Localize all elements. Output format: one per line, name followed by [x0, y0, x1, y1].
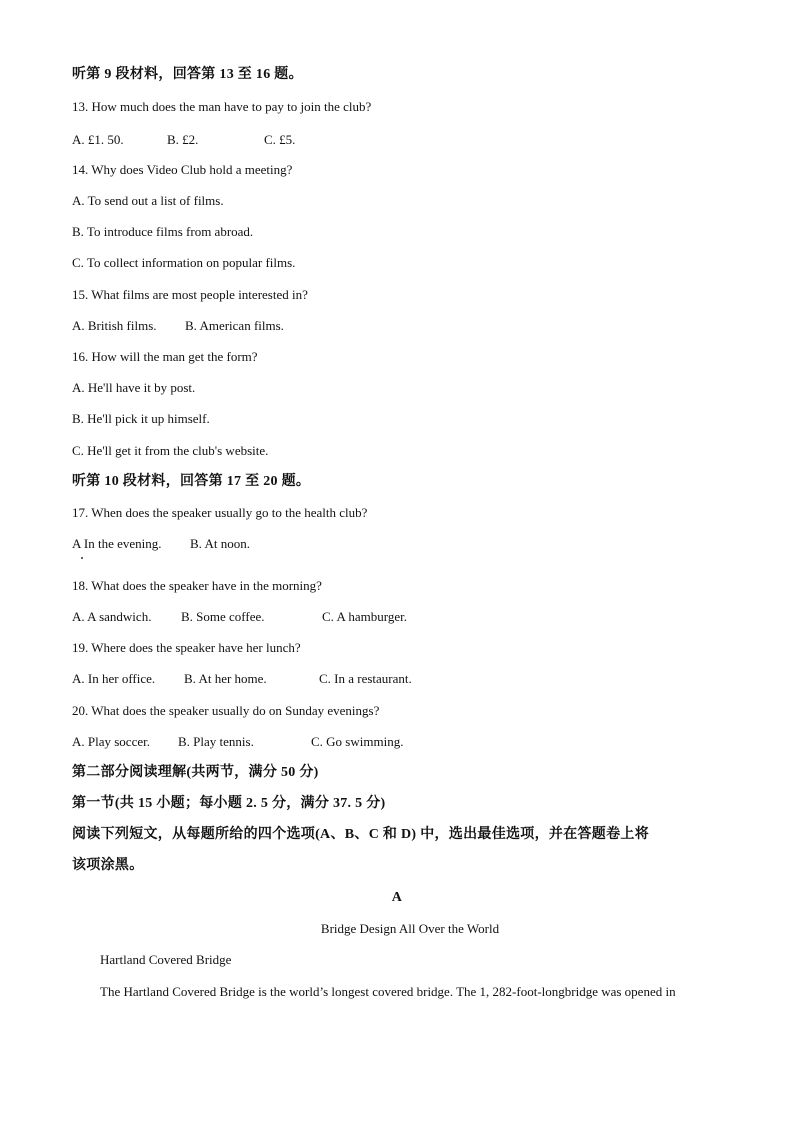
question-16-option-b: B. He'll pick it up himself.: [72, 411, 210, 426]
question-16: 16. How will the man get the form?: [72, 349, 258, 364]
option-c: C. In a restaurant.: [319, 671, 412, 686]
option-a: A. £1. 50.: [72, 132, 124, 147]
passage-letter: A: [391, 890, 403, 905]
question-16-option-c: C. He'll get it from the club's website.: [72, 443, 269, 458]
question-14-option-b: B. To introduce films from abroad.: [72, 224, 254, 239]
part2-heading: 第二部分阅读理解(共两节，满分 50 分): [72, 765, 319, 780]
question-13-options: [72, 131, 295, 149]
question-19: 19. Where does the speaker have her lunch?: [72, 640, 301, 655]
question-14-option-a: A. To send out a list of films.: [72, 193, 224, 208]
section10-heading: 听第 10 段材料，回答第 17 至 20 题。: [72, 474, 311, 489]
question-17: 17. When does the speaker usually go to the health club?: [72, 505, 368, 520]
option-b: B. Play tennis.: [178, 734, 254, 749]
question-20: 20. What does the speaker usually do on Sunday evenings?: [72, 703, 380, 718]
option-a: A. A sandwich.: [72, 609, 152, 624]
question-16-option-a: A. He'll have it by post.: [72, 380, 196, 395]
part2-instruction-line2: 该项涂黑。: [72, 858, 144, 873]
stray-dot: [81, 557, 83, 559]
option-b: B. American films.: [185, 318, 284, 333]
option-a: A. In her office.: [72, 671, 156, 686]
option-b: B. £2.: [167, 132, 199, 147]
passage-subheading: Hartland Covered Bridge: [100, 952, 232, 967]
question-14: 14. Why does Video Club hold a meeting?: [72, 162, 293, 177]
question-15-options: [72, 317, 284, 335]
question-19-options: [72, 670, 412, 688]
question-18: 18. What does the speaker have in the morning?: [72, 578, 322, 593]
question-15: 15. What films are most people interested in?: [72, 287, 308, 302]
part2-instruction-line1: 阅读下列短文，从每题所给的四个选项(A、B、C 和 D) 中，选出最佳选项，并在答题卷上将: [72, 827, 649, 842]
question-18-options: [72, 608, 407, 626]
question-13: 13. How much does the man have to pay to join the club?: [72, 99, 372, 114]
question-14-option-c: C. To collect information on popular films.: [72, 255, 296, 270]
question-17-options: [72, 535, 250, 553]
option-c: C. Go swimming.: [311, 734, 404, 749]
option-b: B. Some coffee.: [181, 609, 265, 624]
option-b: B. At noon.: [190, 536, 250, 551]
option-a: A. British films.: [72, 318, 157, 333]
option-a: A In the evening.: [72, 536, 162, 551]
part2-section1-heading: 第一节(共 15 小题；每小题 2. 5 分，满分 37. 5 分): [72, 796, 386, 811]
option-a: A. Play soccer.: [72, 734, 150, 749]
section9-heading: 听第 9 段材料，回答第 13 至 16 题。: [72, 67, 303, 82]
passage-body: The Hartland Covered Bridge is the world’s longest covered bridge. The 1, 282-foot-longbridge was opened in: [100, 984, 676, 999]
option-c: C. A hamburger.: [322, 609, 407, 624]
question-20-options: [72, 733, 403, 751]
option-b: B. At her home.: [184, 671, 267, 686]
passage-title: Bridge Design All Over the World: [320, 921, 500, 936]
option-c: C. £5.: [264, 132, 296, 147]
